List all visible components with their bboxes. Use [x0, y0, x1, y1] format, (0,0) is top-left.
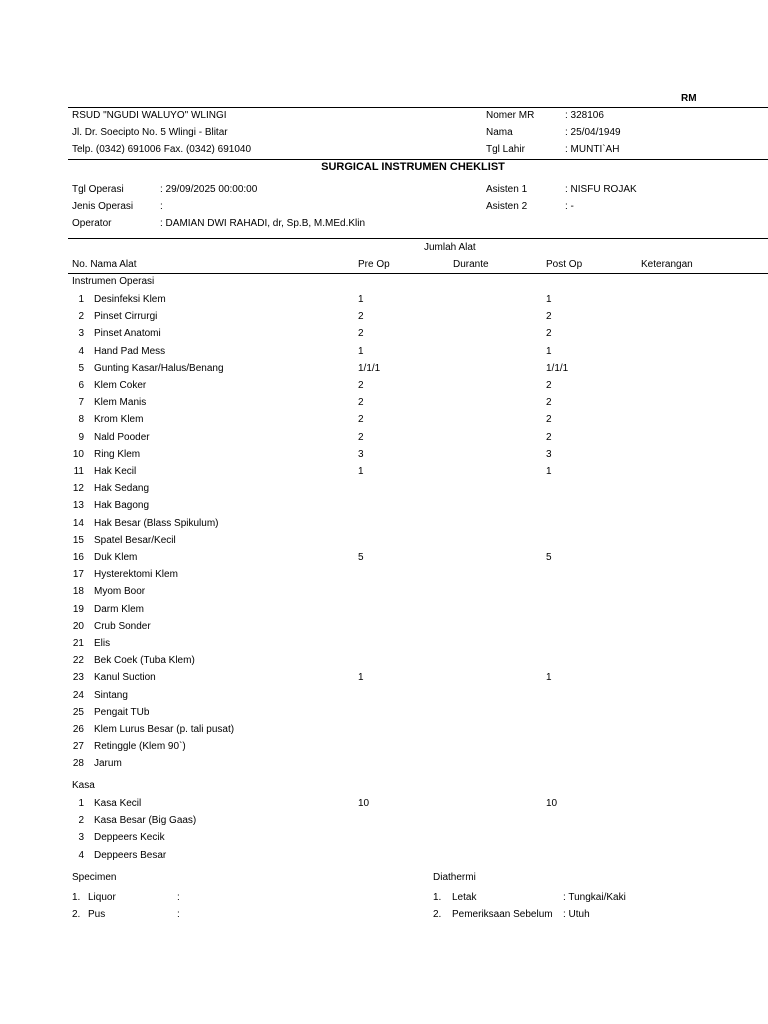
instrument-name: Klem Coker — [94, 380, 147, 391]
instrument-name: Klem Lurus Besar (p. tali pusat) — [94, 724, 235, 735]
row-number: 23 — [72, 672, 84, 683]
instrument-name: Jarum — [94, 758, 122, 769]
post-op-count: 1 — [546, 672, 552, 683]
pre-op-count: 1/1/1 — [358, 363, 381, 374]
patient-mr-label: Nomer MR — [486, 110, 535, 121]
row-number: 26 — [72, 724, 84, 735]
assistant-1-value: : NISFU ROJAK — [565, 184, 637, 195]
diathermi-2-value: : Utuh — [563, 909, 590, 920]
diathermi-1-value: : Tungkai/Kaki — [563, 892, 626, 903]
op-date-value: : 29/09/2025 00:00:00 — [160, 184, 258, 195]
instrument-name: Retinggle (Klem 90`) — [94, 741, 186, 752]
diathermi-1-no: 1. — [433, 892, 442, 903]
row-number: 11 — [73, 466, 84, 477]
instrument-name: Pengait TUb — [94, 707, 150, 718]
pre-op-count: 10 — [358, 798, 370, 809]
row-number: 12 — [72, 483, 84, 494]
specimen-1-no: 1. — [72, 892, 81, 903]
op-type-label: Jenis Operasi — [72, 201, 134, 212]
pre-op-count: 1 — [358, 294, 364, 305]
pre-op-count: 2 — [358, 432, 364, 443]
instrument-name: Deppeers Besar — [94, 850, 167, 861]
instrument-name: Pinset Cirrurgi — [94, 311, 158, 322]
row-number: 14 — [72, 518, 84, 529]
row-number: 20 — [72, 621, 84, 632]
section-title: Kasa — [72, 780, 95, 791]
instrument-name: Pinset Anatomi — [94, 328, 161, 339]
patient-mr-value: : 328106 — [565, 110, 604, 121]
post-op-count: 2 — [546, 380, 552, 391]
instrument-name: Kasa Kecil — [94, 798, 142, 809]
table-group-header: Jumlah Alat — [424, 242, 476, 253]
row-number: 24 — [72, 690, 84, 701]
instrument-name: Hak Bagong — [94, 500, 150, 511]
diathermi-2-label: Pemeriksaan Sebelum — [452, 909, 553, 920]
post-op-count: 10 — [546, 798, 558, 809]
row-number: 13 — [72, 500, 84, 511]
row-number: 27 — [72, 741, 84, 752]
pre-op-count: 2 — [358, 311, 364, 322]
pre-op-count: 2 — [358, 397, 364, 408]
instrument-name: Kanul Suction — [94, 672, 156, 683]
pre-op-count: 2 — [358, 328, 364, 339]
column-keterangan: Keterangan — [641, 259, 693, 270]
post-op-count: 2 — [546, 432, 552, 443]
row-number: 22 — [72, 655, 84, 666]
pre-op-count: 5 — [358, 552, 364, 563]
instrument-name: Crub Sonder — [94, 621, 151, 632]
divider-table-header — [68, 273, 768, 274]
row-number: 9 — [78, 432, 84, 443]
row-number: 3 — [78, 832, 84, 843]
column-pre-op: Pre Op — [358, 259, 390, 270]
patient-name-value: : 25/04/1949 — [565, 127, 621, 138]
instrument-name: Sintang — [94, 690, 128, 701]
column-post-op: Post Op — [546, 259, 583, 270]
specimen-title: Specimen — [72, 872, 117, 883]
divider-title — [68, 159, 768, 160]
specimen-2-value: : — [177, 909, 180, 920]
specimen-1-label: Liquor — [88, 892, 116, 903]
assistant-2-label: Asisten 2 — [486, 201, 528, 212]
operator-value: : DAMIAN DWI RAHADI, dr, Sp.B, M.MEd.Klin — [160, 218, 366, 229]
instrument-name: Krom Klem — [94, 414, 144, 425]
instrument-name: Hak Kecil — [94, 466, 137, 477]
pre-op-count: 3 — [358, 449, 364, 460]
patient-dob-value: : MUNTI`AH — [565, 144, 620, 155]
row-number: 10 — [72, 449, 84, 460]
operator-label: Operator — [72, 218, 112, 229]
post-op-count: 2 — [546, 311, 552, 322]
op-date-label: Tgl Operasi — [72, 184, 124, 195]
hospital-name: RSUD "NGUDI WALUYO" WLINGI — [72, 110, 227, 121]
row-number: 3 — [78, 328, 84, 339]
diathermi-1-label: Letak — [452, 892, 477, 903]
post-op-count: 2 — [546, 328, 552, 339]
post-op-count: 1/1/1 — [546, 363, 569, 374]
instrument-name: Spatel Besar/Kecil — [94, 535, 176, 546]
row-number: 17 — [72, 569, 84, 580]
row-number: 8 — [78, 414, 84, 425]
instrument-name: Darm Klem — [94, 604, 145, 615]
instrument-name: Desinfeksi Klem — [94, 294, 166, 305]
row-number: 1 — [78, 798, 84, 809]
pre-op-count: 2 — [358, 380, 364, 391]
post-op-count: 3 — [546, 449, 552, 460]
pre-op-count: 1 — [358, 346, 364, 357]
assistant-1-label: Asisten 1 — [486, 184, 528, 195]
pre-op-count: 2 — [358, 414, 364, 425]
hospital-address: Jl. Dr. Soecipto No. 5 Wlingi - Blitar — [72, 127, 228, 138]
column-durante: Durante — [453, 259, 489, 270]
instrument-name: Bek Coek (Tuba Klem) — [94, 655, 195, 666]
instrument-name: Ring Klem — [94, 449, 141, 460]
patient-dob-label: Tgl Lahir — [486, 144, 525, 155]
instrument-name: Klem Manis — [94, 397, 147, 408]
row-number: 28 — [72, 758, 84, 769]
row-number: 18 — [72, 586, 84, 597]
instrument-name: Elis — [94, 638, 111, 649]
diathermi-2-no: 2. — [433, 909, 442, 920]
row-number: 4 — [78, 346, 84, 357]
instrument-name: Myom Boor — [94, 586, 146, 597]
pre-op-count: 1 — [358, 466, 364, 477]
op-type-value: : — [160, 201, 163, 212]
row-number: 15 — [72, 535, 84, 546]
post-op-count: 5 — [546, 552, 552, 563]
divider-table — [68, 238, 768, 239]
instrument-name: Nald Pooder — [94, 432, 150, 443]
row-number: 1 — [78, 294, 84, 305]
section-title: Instrumen Operasi — [72, 276, 155, 287]
instrument-name: Deppeers Kecik — [94, 832, 165, 843]
patient-name-label: Nama — [486, 127, 513, 138]
row-number: 7 — [78, 397, 84, 408]
row-number: 5 — [78, 363, 84, 374]
instrument-name: Hak Sedang — [94, 483, 150, 494]
diathermi-title: Diathermi — [433, 872, 476, 883]
post-op-count: 2 — [546, 397, 552, 408]
post-op-count: 2 — [546, 414, 552, 425]
specimen-1-value: : — [177, 892, 180, 903]
row-number: 19 — [72, 604, 84, 615]
instrument-name: Kasa Besar (Big Gaas) — [94, 815, 197, 826]
form-title: SURGICAL INSTRUMEN CHEKLIST — [321, 161, 505, 173]
column-no-name: No. Nama Alat — [72, 259, 137, 270]
divider-top — [68, 107, 768, 108]
post-op-count: 1 — [546, 346, 552, 357]
form-code: RM — [681, 93, 697, 104]
instrument-name: Hak Besar (Blass Spikulum) — [94, 518, 219, 529]
row-number: 25 — [72, 707, 84, 718]
row-number: 2 — [78, 311, 84, 322]
pre-op-count: 1 — [358, 672, 364, 683]
specimen-2-label: Pus — [88, 909, 106, 920]
row-number: 2 — [78, 815, 84, 826]
row-number: 6 — [78, 380, 84, 391]
row-number: 21 — [72, 638, 84, 649]
specimen-2-no: 2. — [72, 909, 81, 920]
instrument-name: Hysterektomi Klem — [94, 569, 178, 580]
instrument-name: Gunting Kasar/Halus/Benang — [94, 363, 224, 374]
instrument-name: Duk Klem — [94, 552, 138, 563]
instrument-name: Hand Pad Mess — [94, 346, 166, 357]
row-number: 16 — [72, 552, 84, 563]
row-number: 4 — [78, 850, 84, 861]
hospital-phone: Telp. (0342) 691006 Fax. (0342) 691040 — [72, 144, 252, 155]
post-op-count: 1 — [546, 466, 552, 477]
assistant-2-value: : - — [565, 201, 574, 212]
post-op-count: 1 — [546, 294, 552, 305]
